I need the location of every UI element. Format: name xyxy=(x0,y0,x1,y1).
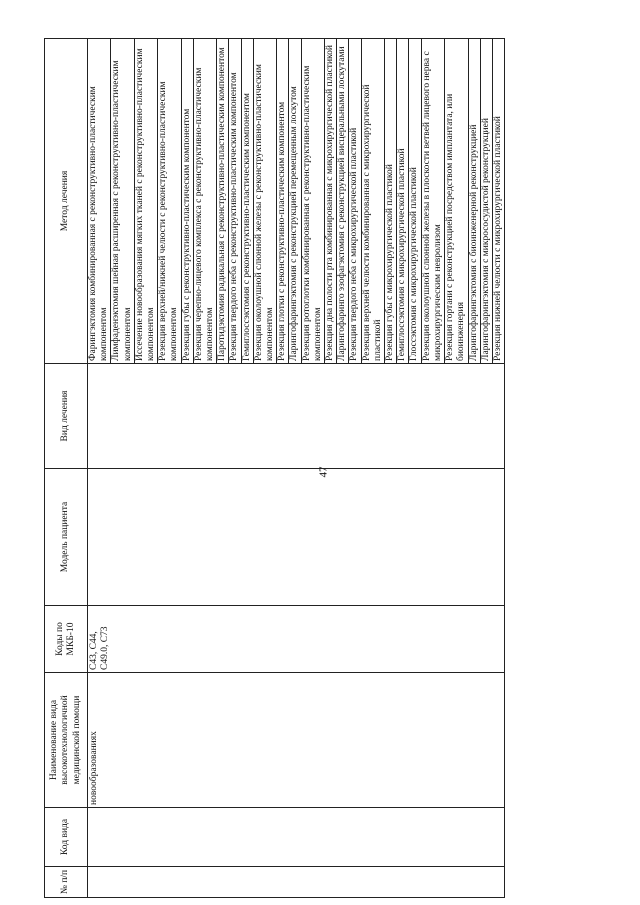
method-item: Резекция гортани с реконструкцией посредством имплантата, или биоинженерия xyxy=(445,39,468,363)
header-mkb: Коды по МКБ-10 xyxy=(45,606,88,673)
method-item: Резекция твердого неба с реконструктивно-пластическим компонентом xyxy=(229,39,241,363)
cell-methods xyxy=(88,39,505,364)
cell-no xyxy=(88,867,505,898)
header-method: Метод лечения xyxy=(45,39,88,364)
method-list xyxy=(88,39,504,363)
method-item: Резекция черепно-лицевого комплекса с реконструктивно-пластическим компонентом xyxy=(194,39,217,363)
header-no: № п/п xyxy=(45,867,88,898)
page-number: 47 xyxy=(317,466,330,478)
method-item: Резекция верхней/нижней челюсти с реконструктивно-пластическим компонентом xyxy=(158,39,181,363)
cell-name: новообразованиях xyxy=(88,673,505,808)
header-code: Код вида xyxy=(45,808,88,867)
method-item: Резекция дна полости рта комбинированная с микрохирургической пластикой xyxy=(325,39,337,363)
cell-mkb: С43, С44, С49.0, С73 xyxy=(88,606,505,673)
method-item: Резекция верхней челюсти комбинированная с микрохирургической пластикой xyxy=(362,39,385,363)
table-row xyxy=(88,39,505,898)
header-kind: Вид лечения xyxy=(45,364,88,469)
method-item: Паротидэктомия радикальная с реконструктивно-пластическим компонентом xyxy=(217,39,229,363)
method-item: Ларингофарингэктомия с биоинженерной реконструкцией xyxy=(469,39,481,363)
method-item: Иссечение новообразования мягких тканей с реконструктивно-пластическим компонентом xyxy=(135,39,158,363)
method-item: Резекция ротоглотки комбинированная с реконструктивно-пластическим компонентом xyxy=(302,39,325,363)
method-item: Лимфаденэктомия шейная расширенная с реконструктивно-пластическим компонентом xyxy=(111,39,134,363)
method-item: Резекция губы с микрохирургической пластикой xyxy=(385,39,397,363)
cell-kind xyxy=(88,364,505,469)
method-item: Фарингэктомия комбинированная с реконструктивно-пластическим компонентом xyxy=(88,39,111,363)
method-item: Ларингофарингэктомия с микрососудистой реконструкцией xyxy=(481,39,493,363)
method-item: Резекция глотки с реконструктивно-пластическим компонентом xyxy=(277,39,289,363)
cell-model xyxy=(88,466,505,606)
method-item: Ларингофаринго эзофагэктомия с реконструкцией висцеральными лоскутами xyxy=(337,39,349,363)
cell-code xyxy=(88,808,505,867)
method-item: Резекция губы с реконструктивно-пластическим компонентом xyxy=(182,39,194,363)
header-model: Модель пациента xyxy=(45,469,88,606)
rotated-table-wrapper xyxy=(44,38,612,898)
method-item: Резекция околоушной слюнной железы в плоскости ветвей лицевого нерва с микрохирургическим невролизом xyxy=(422,39,445,363)
method-item: Резекция околоушной слюнной железы с реконструктивно-пластическим компонентом xyxy=(254,39,277,363)
method-item: Глоссэктомия с микрохирургической пластикой xyxy=(409,39,421,363)
method-item: Резекция нижней челюсти с микрохирургической пластикой xyxy=(492,116,503,361)
method-item: Гемиглоссэктомия с реконструктивно-пластическим компонентом xyxy=(242,39,254,363)
header-row xyxy=(45,39,88,898)
method-item: Ларингофарингэктомия с реконструкцией перемещенным лоскутом xyxy=(289,39,301,363)
treatment-table xyxy=(44,38,505,898)
method-item: Резекция твердого неба с микрохирургической пластикой xyxy=(349,39,361,363)
header-name: Наименование вида высокотехнологичной медицинской помощи xyxy=(45,673,88,808)
method-item: Гемиглоссэктомия с микрохирургической пластикой xyxy=(397,39,409,363)
